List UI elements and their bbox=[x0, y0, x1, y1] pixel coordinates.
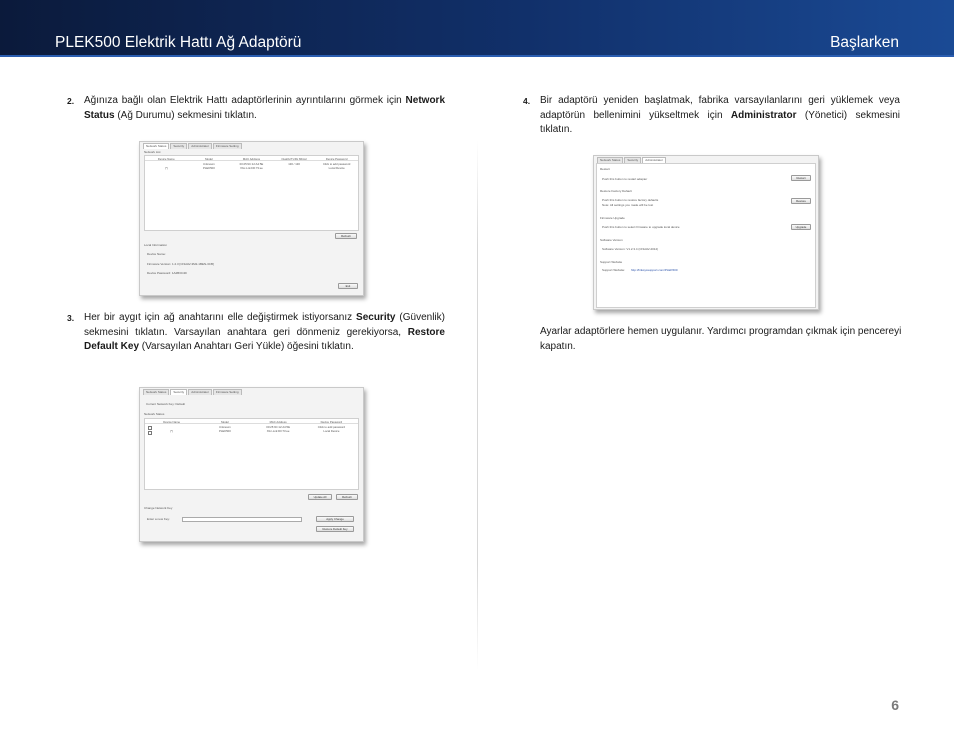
step-number: 2. bbox=[67, 96, 75, 106]
table-row[interactable]: Unknown 00:25:9C:12:A4:5E 130 / 130 Click to add password bbox=[203, 162, 351, 166]
step-text: Her bir aygıt için ağ anahtarını elle değiştirmek istiyorsanız bbox=[84, 312, 357, 323]
upgrade-description: Push this button to select firmware to upgrade local device bbox=[602, 225, 680, 229]
tab-network-status[interactable]: Network Status bbox=[597, 157, 623, 163]
network-list-table bbox=[144, 155, 359, 231]
restore-default-key-term: Restore Default Key bbox=[84, 326, 445, 352]
restore-note: Note: All settings you made will be lost bbox=[602, 203, 654, 207]
tab-security[interactable]: Security bbox=[170, 143, 187, 149]
refresh-button[interactable]: Refresh bbox=[335, 233, 357, 239]
network-status-term: Network Status bbox=[84, 95, 445, 121]
group-label: Restart bbox=[600, 167, 610, 171]
tab-bar bbox=[143, 389, 243, 395]
tab-security[interactable]: Security bbox=[624, 157, 641, 163]
administrator-term: Administrator bbox=[730, 109, 797, 121]
group-label: Change Network Key bbox=[144, 506, 173, 510]
tab-network-status[interactable]: Network Status bbox=[143, 389, 169, 395]
page-number: 6 bbox=[891, 697, 899, 713]
tab-network-status[interactable]: Network Status bbox=[143, 143, 169, 149]
local-device-label: Device Name: bbox=[147, 252, 166, 256]
group-label: Local Information bbox=[144, 243, 168, 247]
tab-firmware-setting[interactable]: Firmware Setting bbox=[213, 389, 242, 395]
restore-default-key-button[interactable]: Restore Default Key bbox=[316, 526, 354, 532]
current-network-key: Current Network Key: Default bbox=[146, 402, 186, 406]
step-3 bbox=[67, 311, 445, 355]
restore-button[interactable]: Restore bbox=[791, 198, 811, 204]
step-2 bbox=[67, 94, 445, 123]
step-4 bbox=[523, 94, 900, 138]
page-header bbox=[0, 0, 954, 57]
step-text: Bir adaptörü yeniden başlatmak, fabrika varsayılanlarını geri yüklemek veya adaptörün bellenimini yükseltmek için bbox=[540, 95, 900, 121]
security-screenshot bbox=[139, 387, 364, 542]
step-text: (Yönetici) sekmesini tıklatın. bbox=[540, 109, 900, 135]
tab-security[interactable]: Security bbox=[170, 389, 187, 395]
step-text: (Varsayılan Anahtarı Geri Yükle) öğesini tıklatın. bbox=[139, 341, 354, 352]
support-website-link[interactable]: http://linksyssupport.com/PLEK500 bbox=[631, 268, 678, 272]
group-label: Restore Factory Default bbox=[600, 189, 632, 193]
row-checkbox[interactable] bbox=[148, 426, 152, 430]
tab-bar bbox=[143, 143, 243, 149]
network-status-screenshot bbox=[139, 141, 364, 296]
restart-description: Push this button to restart adapter bbox=[602, 177, 648, 181]
step-text: (Ağ Durumu) sekmesini tıklatın. bbox=[114, 109, 257, 121]
software-version: Software Version: V1.2.3.4 (CNHAV-2012) bbox=[602, 247, 659, 251]
group-label: Software Version bbox=[600, 238, 623, 242]
support-website-label: Support Website: bbox=[602, 268, 625, 272]
refresh-button[interactable]: Refresh bbox=[336, 494, 358, 500]
upgrade-button[interactable]: Upgrade bbox=[791, 224, 811, 230]
exit-button[interactable]: Exit bbox=[338, 283, 358, 289]
table-row[interactable]: Unknown 00:25:9C:12:A4:5E Click to add password bbox=[219, 425, 346, 429]
group-label: Network List bbox=[144, 150, 161, 154]
column-divider bbox=[477, 140, 478, 670]
table-header: Device Name Model MAC Address Device Password bbox=[145, 420, 358, 424]
step-text: Ağınıza bağlı olan Elektrik Hattı adaptörlerinin ayrıntılarını görmek için bbox=[84, 95, 406, 106]
tab-firmware-setting[interactable]: Firmware Setting bbox=[213, 143, 242, 149]
step-number: 3. bbox=[67, 313, 75, 323]
apply-change-button[interactable]: Apply Change bbox=[316, 516, 354, 522]
security-term: Security bbox=[356, 312, 396, 323]
section-title: Başlarken bbox=[830, 34, 899, 51]
network-status-table bbox=[144, 418, 359, 490]
enter-key-label: Enter a new Key: bbox=[147, 517, 170, 521]
table-header: Device Name Model MAC Address Quality(Tx/Rx Mbps) Device Password bbox=[145, 157, 358, 161]
admin-panel bbox=[596, 163, 816, 308]
firmware-version: Firmware Version: 1.2.3 [CNHAV-3M2-1BEN-3CB] bbox=[147, 262, 214, 266]
row-checkbox[interactable] bbox=[148, 431, 152, 435]
group-label: Support Website bbox=[600, 260, 623, 264]
administrator-screenshot bbox=[593, 155, 819, 310]
tab-administrator[interactable]: Administrator bbox=[642, 157, 666, 163]
new-key-input[interactable] bbox=[182, 517, 302, 522]
tab-administrator[interactable]: Administrator bbox=[188, 143, 212, 149]
update-all-button[interactable]: Update All bbox=[308, 494, 332, 500]
step-text: (Güvenlik) sekmesini tıklatın. Varsayılan anahtara geri dönmeniz gerekiyorsa, bbox=[84, 312, 445, 338]
group-label: Firmware Upgrade bbox=[600, 216, 625, 220]
step-number: 4. bbox=[523, 96, 531, 106]
device-password: Device Password: 1A2B3C4D bbox=[147, 271, 187, 275]
restore-description: Push this button to restore factory defaults bbox=[602, 198, 659, 202]
document-title: PLEK500 Elektrik Hattı Ağ Adaptörü bbox=[55, 34, 302, 51]
table-row[interactable]: (*) PLEK500 Xfor-Lnk:D0:73:ee Local Device bbox=[164, 166, 345, 170]
closing-note: Ayarlar adaptörlere hemen uygulanır. Yardımcı programdan çıkmak için pencereyi kapatın. bbox=[540, 326, 902, 352]
table-row[interactable]: (*) PLEK500 Xfor-Lnk:D0:73:ee Local Device bbox=[170, 429, 340, 433]
group-label: Network Status bbox=[144, 412, 165, 416]
restart-button[interactable]: Restart bbox=[791, 175, 811, 181]
tab-administrator[interactable]: Administrator bbox=[188, 389, 212, 395]
